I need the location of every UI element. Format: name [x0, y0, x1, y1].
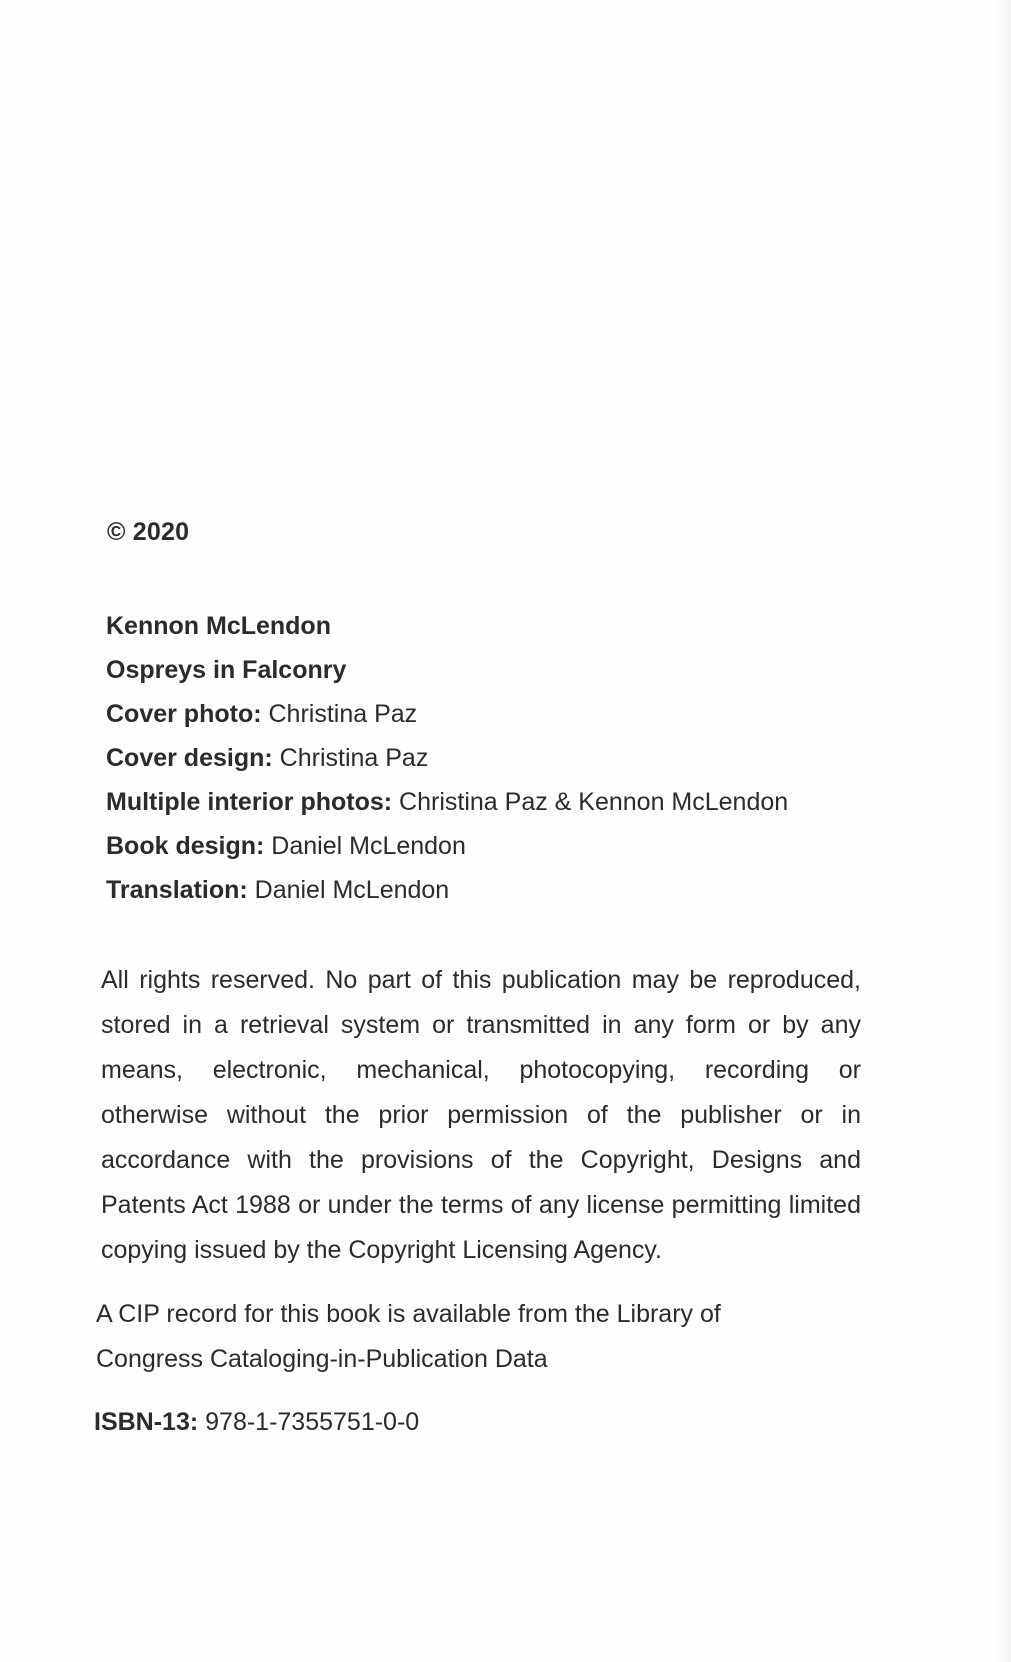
author-name: [106, 604, 926, 648]
credits-block: [106, 604, 926, 912]
isbn-line: [94, 1408, 419, 1437]
credit-label: Translation:: [106, 876, 248, 904]
credit-label: Cover photo:: [106, 700, 262, 728]
credit-value: Christina Paz & Kennon McLendon: [399, 788, 789, 816]
author-name-text: Kennon McLendon: [106, 612, 331, 640]
credit-value: Daniel McLendon: [271, 832, 466, 860]
book-title: [106, 648, 926, 692]
credit-cover-photo: [106, 692, 926, 736]
credit-label: Multiple interior photos:: [106, 788, 393, 816]
credit-value: Christina Paz: [279, 744, 429, 772]
credit-book-design: [106, 824, 926, 868]
credit-value: Christina Paz: [268, 700, 418, 728]
book-title-text: Ospreys in Falconry: [106, 656, 347, 684]
isbn-value: 978-1-7355751-0-0: [205, 1408, 420, 1436]
copyright-notice: © 2020: [107, 518, 190, 546]
credit-label: Book design:: [106, 832, 265, 860]
credit-value: Daniel McLendon: [254, 876, 450, 904]
cip-record-paragraph: A CIP record for this book is available from the Library of Congress Cataloging-in-Publication Data: [96, 1300, 721, 1373]
page-edge-shadow: [995, 0, 1011, 1662]
credit-translation: [106, 868, 926, 912]
credit-cover-design: [106, 736, 926, 780]
rights-reserved-paragraph: All rights reserved. No part of this publication may be reproduced, stored in a retrieval system or transmitted in any form or by any means, electronic, mechanical, photocopying, recording or otherwise without the prior permission of the publisher or in accordance with the provisions of the Copyright, Designs and Patents Act 1988 or under the terms of any license permitting limited copying issued by the Copyright Licensing Agency.: [101, 966, 861, 1264]
credit-label: Cover design:: [106, 744, 273, 772]
isbn-label: ISBN-13:: [94, 1408, 199, 1436]
credit-interior-photos: [106, 780, 926, 824]
